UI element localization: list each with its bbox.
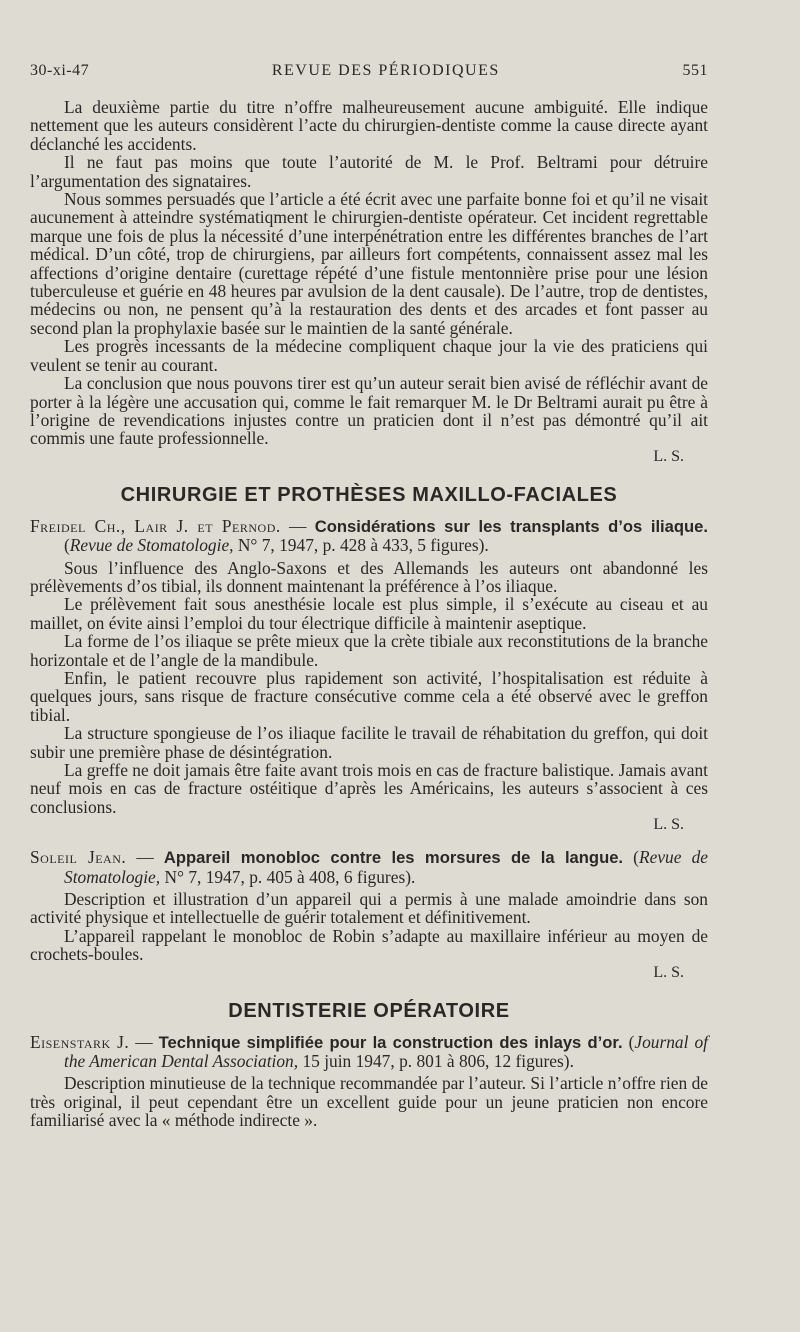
paren: ( bbox=[623, 847, 639, 868]
article-source-details: N° 7, 1947, p. 405 à 408, 6 figures). bbox=[160, 866, 416, 887]
article-paragraph: La greffe ne doit jamais être faite avant trois mois en cas de fracture balistique. Jamais avant neuf mois en cas de fracture ostéitique d’après les Américains, les auteurs s’associent à ces conclusions. bbox=[30, 760, 708, 817]
article-source-details: N° 7, 1947, p. 428 à 433, 5 figures). bbox=[233, 535, 489, 556]
article-paragraph: Sous l’influence des Anglo-Saxons et des Allemands les auteurs ont abandonné les prélèvements d’os tibial, ils donnent maintenant la préférence à l’os iliaque. bbox=[30, 557, 708, 596]
intro-paragraph: Les progrès incessants de la médecine compliquent chaque jour la vie des praticiens qui veulent se tenir au courant. bbox=[30, 336, 708, 375]
article-title: Considérations sur les transplants d’os iliaque. bbox=[314, 516, 709, 536]
running-header bbox=[30, 62, 708, 80]
article-signature-row bbox=[30, 816, 708, 834]
article-paragraph: La forme de l’os iliaque se prête mieux que la crète tibiale aux reconstitutions de la branche horizontale et de l’angle de la mandibule. bbox=[30, 631, 708, 670]
article-authors: Soleil Jean. bbox=[30, 847, 127, 868]
section-heading: CHIRURGIE ET PROTHÈSES MAXILLO-FACIALES bbox=[120, 483, 618, 506]
article-paragraph: Enfin, le patient recouvre plus rapidement son activité, l’hospitalisation est réduite à quelques jours, sans risque de fracture consécutive comme cela a été observé avec le greffon tibial. bbox=[30, 667, 708, 725]
signature: L. S. bbox=[653, 447, 684, 465]
intro-paragraph: Il ne faut pas moins que toute l’autorité de M. le Prof. Beltrami pour détruire l’argumentation des signataires. bbox=[30, 152, 708, 191]
intro-paragraph: La conclusion que nous pouvons tirer est qu’un auteur serait bien avisé de réfléchir avant de porter à la légère une accusation qui, comme le fait remarquer M. le Dr Beltrami aurait pu être à l’origine de revendications injustes contre un praticien dont il n’est pas démontré qu’il ait commis une faute professionnelle. bbox=[30, 373, 708, 449]
separator: — bbox=[280, 515, 315, 536]
article-paragraph: La structure spongieuse de l’os iliaque facilite le travail de réhabitation du greffon, qui doit subir une première phase de désintégration. bbox=[30, 723, 708, 762]
article-reference bbox=[30, 1033, 708, 1071]
header-page-number: 551 bbox=[682, 62, 708, 79]
article-source: Journal of the American Dental Association, bbox=[64, 1031, 708, 1072]
article-authors: Freidel Ch., Lair J. et Pernod. bbox=[30, 515, 281, 536]
intro-paragraph: Nous sommes persuadés que l’article a été écrit avec une parfaite bonne foi et qu’il ne visait aucunement à atteindre systématiqment le chirurgien-dentiste opérateur. Cet incident regrettable marque une fois de plus la nécessité d’une interpénétration entre les différentes branches de l’art médical. D’un côté, trop de chirurgiens, par ailleurs fort compétents, connaissent assez mal les affections d’origine dentaire (curettage répété d’une fistule mentonnière prise pour une lésion tuberculeuse et guérie en 48 heures par avulsion de la dent causale). De l’autre, trop de dentistes, médecins ou non, ne pensent qu’à la restauration des dents et des arcades et font passer au second plan la prophylaxie basée sur le maintien de la santé générale. bbox=[30, 189, 708, 338]
separator: — bbox=[126, 847, 164, 868]
signature: L. S. bbox=[653, 963, 684, 981]
intro-text bbox=[30, 98, 708, 466]
article-source: Revue de Stomatologie, bbox=[64, 847, 709, 887]
separator: — bbox=[129, 1031, 159, 1052]
article-paragraph: Le prélèvement fait sous anesthésie locale est plus simple, il s’exécute au ciseau et au maillet, on évite ainsi l’emploi du tour électrique difficile à maintenir aseptique. bbox=[30, 594, 708, 633]
signature: L. S. bbox=[653, 816, 684, 834]
paren: ( bbox=[622, 1031, 635, 1052]
header-journal: REVUE DES PÉRIODIQUES bbox=[271, 62, 500, 79]
article-source-details: 15 juin 1947, p. 801 à 806, 12 figures). bbox=[298, 1051, 574, 1072]
intro-signature-row bbox=[30, 448, 708, 466]
article-paragraph: Description minutieuse de la technique recommandée par l’auteur. Si l’article n’offre rien de très original, il peut cependant être un excellent guide pour un jeune praticien non encore familiarisé avec la « méthode indirecte ». bbox=[30, 1073, 708, 1131]
article-authors: Eisenstark J. bbox=[30, 1031, 130, 1052]
article-inlays bbox=[30, 1033, 708, 1130]
header-date: 30-xi-47 bbox=[30, 62, 90, 79]
article-reference bbox=[30, 517, 708, 555]
paren: ( bbox=[64, 535, 70, 556]
article-reference bbox=[30, 848, 708, 886]
article-source: Revue de Stomatologie, bbox=[69, 535, 234, 556]
article-signature-row bbox=[30, 964, 708, 982]
article-title: Technique simplifiée pour la construction des inlays d’or. bbox=[158, 1032, 623, 1052]
article-monobloc bbox=[30, 848, 708, 981]
intro-closing bbox=[30, 374, 708, 448]
article-paragraph: Description et illustration d’un appareil qui a permis à une malade amoindrie dans son activité physique et intellectuelle de guérir totalement et définitivement. bbox=[30, 889, 708, 928]
article-transplants bbox=[30, 517, 708, 835]
article-title: Appareil monobloc contre les morsures de la langue. bbox=[163, 848, 624, 868]
intro-paragraph: La deuxième partie du titre n’offre malheureusement aucune ambiguité. Elle indique nettement que les auteurs considèrent l’acte du chirurgien-dentiste comme la cause directe ayant déclanché les accidents. bbox=[30, 97, 708, 154]
section-heading: DENTISTERIE OPÉRATOIRE bbox=[228, 999, 510, 1022]
article-paragraph: L’appareil rappelant le monobloc de Robin s’adapte au maxillaire inférieur au moyen de crochets-boules. bbox=[30, 925, 708, 965]
